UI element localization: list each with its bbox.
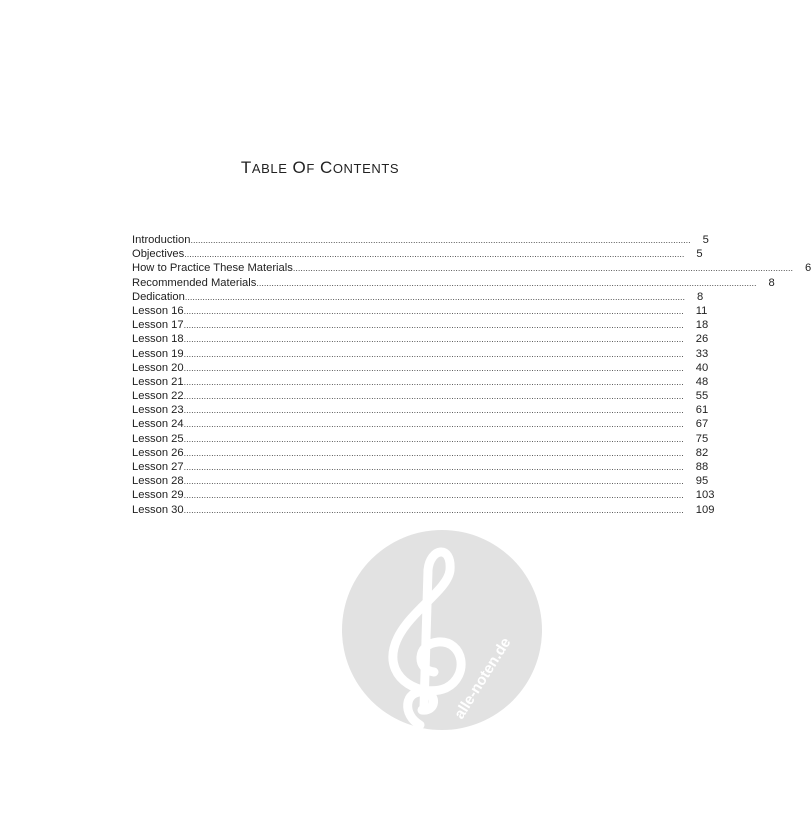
watermark-circle [342, 530, 542, 730]
toc-entry-label: Lesson 22 [132, 390, 184, 403]
toc-dot-leader: ........................................................................................................................................................................................................ [184, 249, 685, 260]
toc-entry [132, 233, 709, 247]
toc-entry-label: Lesson 28 [132, 475, 184, 488]
toc-entry-label: Lesson 24 [132, 418, 184, 431]
toc-dot-leader: ........................................................................................................................................................................................................ [183, 462, 684, 472]
toc-dot-leader: ........................................................................................................................................................................................................ [183, 405, 684, 416]
toc-entry-page: 109 [695, 503, 715, 516]
toc-entry-page: 55 [695, 390, 709, 403]
toc-dot-leader: ........................................................................................................................................................................................................ [292, 263, 793, 274]
toc-entry-label: Lesson 29 [132, 489, 184, 502]
toc-entry-label: Lesson 16 [132, 304, 184, 317]
toc-dot-leader: ........................................................................................................................................................................................................ [183, 334, 684, 345]
toc-entry-label: Lesson 30 [132, 503, 184, 516]
toc-entry [132, 460, 709, 474]
toc-entry-label: Lesson 17 [132, 319, 184, 332]
toc-entry [132, 474, 709, 488]
watermark [342, 530, 542, 730]
toc-entry [132, 503, 715, 517]
toc-dot-leader: ........................................................................................................................................................................................................ [183, 447, 684, 458]
toc-entry-page: 5 [696, 248, 703, 261]
toc-entry-label: Lesson 20 [132, 361, 184, 374]
toc-dot-leader: ........................................................................................................................................................................................................ [183, 305, 684, 316]
toc-dot-leader: ........................................................................................................................................................................................................ [256, 277, 757, 288]
toc-entry-page: 40 [695, 361, 709, 374]
toc-dot-leader: ........................................................................................................................................................................................................ [183, 419, 684, 430]
toc-entry-page: 8 [696, 290, 704, 303]
toc-dot-leader: ........................................................................................................................................................................................................ [190, 235, 691, 245]
table-of-contents [132, 233, 811, 517]
toc-dot-leader: ........................................................................................................................................................................................................ [183, 391, 684, 402]
toc-entry-label: Dedication [132, 290, 185, 303]
toc-entry-page: 11 [695, 304, 708, 317]
toc-entry-label: How to Practice These Materials [132, 262, 293, 275]
page-title [0, 158, 640, 178]
toc-entry [132, 304, 708, 318]
toc-entry-page: 6 [804, 262, 811, 275]
toc-entry-label: Lesson 18 [132, 333, 184, 346]
toc-entry [132, 446, 709, 460]
toc-entry [132, 403, 709, 417]
toc-entry-page: 75 [695, 432, 709, 445]
toc-entry-page: 5 [702, 234, 709, 246]
toc-entry [132, 432, 709, 446]
toc-entry-page: 61 [695, 404, 709, 417]
toc-dot-leader: ........................................................................................................................................................................................................ [183, 376, 684, 387]
toc-entry-page: 48 [695, 375, 709, 388]
toc-entry [132, 290, 704, 304]
toc-entry-label: Lesson 21 [132, 375, 184, 388]
toc-entry [132, 417, 709, 431]
toc-dot-leader: ........................................................................................................................................................................................................ [183, 320, 684, 331]
toc-entry-label: Objectives [132, 248, 185, 261]
toc-dot-leader: ........................................................................................................................................................................................................ [183, 362, 684, 373]
toc-entry-label: Lesson 27 [132, 461, 184, 473]
toc-dot-leader: ........................................................................................................................................................................................................ [183, 504, 684, 515]
toc-entry-page: 88 [695, 461, 709, 473]
toc-entry-page: 82 [695, 446, 709, 459]
toc-entry [132, 347, 709, 361]
toc-entry-label: Lesson 26 [132, 446, 184, 459]
toc-entry [132, 261, 811, 275]
toc-entry-page: 33 [695, 347, 709, 360]
toc-entry [132, 318, 709, 332]
watermark-text: alle-noten.de [450, 634, 515, 723]
toc-entry-page: 103 [695, 489, 715, 502]
toc-entry-label: Lesson 23 [132, 404, 184, 417]
toc-entry-label: Lesson 25 [132, 432, 184, 445]
toc-entry [132, 361, 709, 375]
toc-entry [132, 332, 709, 346]
toc-entry [132, 389, 709, 403]
toc-dot-leader: ........................................................................................................................................................................................................ [183, 476, 684, 487]
toc-entry [132, 276, 775, 290]
toc-entry-label: Lesson 19 [132, 347, 184, 360]
toc-entry-page: 67 [695, 418, 709, 431]
toc-entry-page: 26 [695, 333, 709, 346]
toc-entry-page: 95 [695, 475, 709, 488]
page-title-text: TABLE OF CONTENTS [240, 158, 400, 177]
toc-dot-leader: ........................................................................................................................................................................................................ [184, 291, 685, 302]
toc-entry-label: Introduction [132, 234, 191, 246]
toc-entry-label: Recommended Materials [132, 276, 257, 289]
toc-dot-leader: ........................................................................................................................................................................................................ [183, 433, 684, 444]
toc-entry [132, 488, 715, 502]
toc-entry [132, 375, 709, 389]
toc-entry [132, 247, 703, 261]
toc-dot-leader: ........................................................................................................................................................................................................ [183, 348, 684, 359]
toc-dot-leader: ........................................................................................................................................................................................................ [183, 490, 684, 501]
toc-entry-page: 18 [695, 319, 709, 332]
toc-entry-page: 8 [768, 276, 775, 289]
